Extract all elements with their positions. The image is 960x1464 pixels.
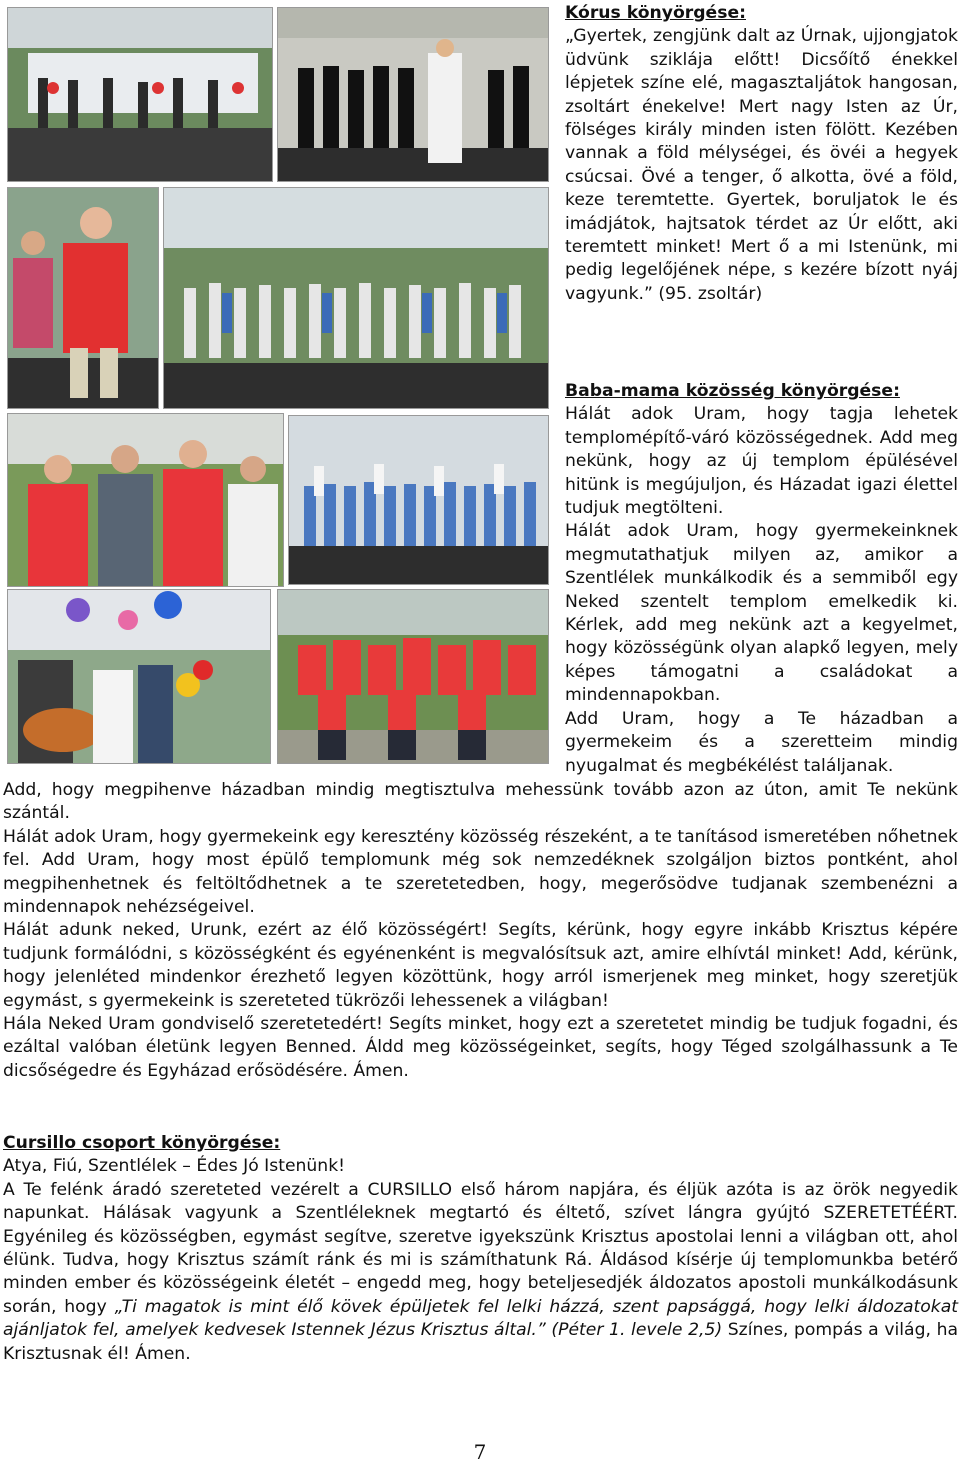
babymama-heading: Baba-mama közösség könyörgése:: [565, 381, 900, 401]
cursillo-section: [3, 1132, 958, 1366]
babymama-paragraph-6: Hálát adunk neked, Urunk, ezért az élő közösségért! Segíts, kérünk, hogy egyre inkább Krisztus képére tudjunk formálódni, s közösségként és egyénenként is megvalósítsuk azt, amire elhívtál minket! Add, kérünk, hogy jelenléted mindenkor érezhető legyen közöttünk, hogy arról ismerjenek meg minket, hogy szeretjük egymást, s gyermekeink is szereteted tükrözői lehessenek a világban!: [3, 920, 958, 1011]
babymama-paragraph-4: Add, hogy megpihenve házadban mindig megtisztulva mehessünk tovább azon az úton, amit Te nekünk szántál.: [3, 780, 958, 824]
babymama-paragraph-5: Hálát adok Uram, hogy gyermekeink egy keresztény közösség részeként, a te tanításod ismeretében nőhetnek fel. Add Uram, hogy most épülő templomunk még sok nemzedéknek szolgáljon biztos pontként, ahol megpihenhetnek és feltöltődhetnek a te szeretetedben, hogy, megerősödve tudjanak szembenézni a mindennapok nehézségeivel.: [3, 826, 958, 918]
choir-body: „Gyertek, zengjünk dalt az Úrnak, ujjongjatok üdvünk sziklája előtt! Dicsőítő énekkel lépjetek színe elé, magasztaljátok hangosan, zsoltárt énekelve! Mert nagy Isten az Úr, fölséges király minden isten fölött. Kezében vannak a föld mélységei, és övéi a hegyek csúcsai. Övé a tenger, ő alkotta, övé a föld, keze teremtette. Gyertek, boruljatok le és imádjátok, hajtsatok térdet az Úr előtt, aki teremtett minket! Mert ő a mi Istenünk, mi pedig legelőjének népe, s kezére bízott nyáj vagyunk.” (95. zsoltár): [565, 26, 958, 304]
cursillo-paragraph-2: [3, 1179, 958, 1366]
photo-balloons-guitar: [7, 589, 271, 764]
choir-section: [565, 2, 958, 306]
photo-young-people-red-shirts: [7, 413, 284, 587]
cursillo-bible-quote: „Ti magatok is mint élő kövek épüljetek fel lelki házzá, szent papsággá, hogy lelki áldozatokat ajánljatok fel, amelyek kedvesek Istennek Jézus Krisztus által.” (Péter 1. levele 2,5): [3, 1296, 958, 1341]
photo-children-choir: [288, 415, 549, 585]
choir-heading: Kórus könyörgése:: [565, 3, 746, 23]
babymama-section: [565, 380, 958, 778]
photo-man-with-microphone: [7, 187, 159, 409]
babymama-paragraph-3: Add Uram, hogy a Te házadban a gyermekeim és a szeretteim mindig nyugalmat és megbékélést találjanak.: [565, 708, 958, 776]
cursillo-paragraph-1: Atya, Fiú, Szentlélek – Édes Jó Istenünk!: [3, 1156, 346, 1177]
photo-band-on-stage: [7, 7, 273, 182]
babymama-continuation: [3, 779, 958, 1083]
photo-children-on-stage: [163, 187, 549, 409]
babymama-paragraph-1: Hálát adok Uram, hogy tagja lehetek templomépítő-váró közösségednek. Add meg nekünk, hogy az új templom épülésével hitünk is megújuljon, és Házadat igazi élettel tudjuk megtölteni.: [565, 404, 958, 519]
babymama-paragraph-2: Hálát adok Uram, hogy gyermekeinknek megmutathatjuk milyen az, amikor a Szentlélek munkálkodik és a semmiből egy Neked szentelt templom emelkedik ki. Kérlek, add meg nekünk azt a kegyelmet, hogy közösségünk olyan alapkő legyen, mely képes támogatni a családokat a mindennapokban.: [565, 521, 958, 706]
babymama-paragraph-7: Hála Neked Uram gondviselő szeretetedért! Segíts minket, hogy ezt a szeretetet mindig be tudjuk fogadni, és ezáltal valóban életünk legyen Benned. Áldd meg közösségeinket, segíts, hogy Téged szolgálhassunk a Te dicsőségedre és Egyházad erősödésére. Ámen.: [3, 1014, 958, 1081]
photo-group-red-shirts: [277, 589, 549, 764]
cursillo-paragraph-2-start: A Te felénk áradó szereteted vezérelt a CURSILLO első három napjára, és éljük azóta is az örök negyedik napunkat. Hálásak vagyunk a Szentléleknek megtartó és éltető, szívet lángra gyújtó SZERETETÉÉRT. Egyénileg és közösségben, egymást segítve, szeretve igyekszünk Krisztus apostolai lenni a világban ott, ahol élünk. Tudva, hogy Krisztus számít ránk és mi is számíthatunk Rá. Áldásod kísérje új templomunkba betérő minden ember és közösségeink életét – engedd meg, hogy beteljesedjék áldozatos apostoli munkálkodásunk során, hogy: [3, 1179, 958, 1317]
cursillo-heading: Cursillo csoport könyörgése:: [3, 1133, 281, 1153]
photo-choir-conductor: [277, 7, 549, 182]
cursillo-paragraph-2-end: Színes, pompás a világ, ha Krisztusnak él! Ámen.: [3, 1320, 958, 1364]
page-number: 7: [473, 1440, 487, 1464]
